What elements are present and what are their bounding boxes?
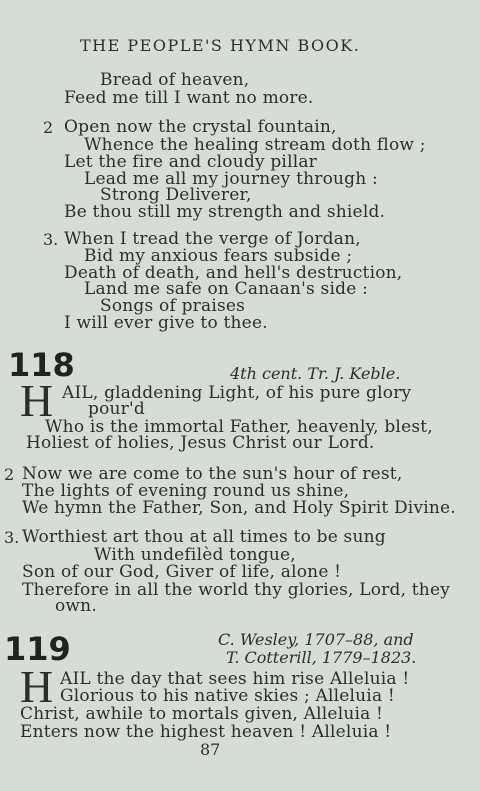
hymn-line: Enters now the highest heaven ! Alleluia ! [20,722,392,742]
hymn-line: Holiest of holies, Jesus Christ our Lord. [26,433,375,453]
page-number: 87 [200,740,221,759]
hymn-number: 118 [8,346,75,384]
hymn-line: When I tread the verge of Jordan, [64,229,361,249]
hymn-line: Whence the healing stream doth flow ; [84,135,426,155]
hymn-line: Land me safe on Canaan's side : [84,279,368,299]
hymn-line: AIL the day that sees him rise Alleluia ! [60,669,410,689]
hymn-line: Let the fire and cloudy pillar [64,152,318,172]
stanza-number: 2 [43,118,54,137]
hymn-line: The lights of evening round us shine, [22,481,350,501]
stanza-number: 3. [43,230,59,249]
hymn-line: AIL, gladdening Light, of his pure glory [62,383,412,403]
drop-cap: H [20,375,54,426]
hymn-line: With undefilèd tongue, [94,545,296,565]
hymn-line: Bid my anxious fears subside ; [84,246,353,266]
hymn-line: Songs of praises [100,296,246,316]
hymn-line: Worthiest art thou at all times to be sung [22,527,386,547]
hymn-line: Now we are come to the sun's hour of rest, [22,464,403,484]
hymn-line: Therefore in all the world thy glories, Lord, they [22,580,451,600]
hymn-line: Christ, awhile to mortals given, Alleluia ! [20,704,384,724]
hymn-line: Son of our God, Giver of life, alone ! [22,562,342,582]
stanza-number: 3. [4,528,20,547]
hymn-line: Death of death, and hell's destruction, [64,263,403,283]
hymn-line: pour'd [88,399,145,419]
hymn-number: 119 [4,630,71,668]
hymn-line: Strong Deliverer, [100,185,252,205]
stanza-number: 2 [4,465,15,484]
hymn-line: Lead me all my journey through : [84,169,378,189]
hymn-line: Be thou still my strength and shield. [64,202,386,222]
hymn-attribution: 4th cent. Tr. J. Keble. [230,364,401,383]
hymn-line: We hymn the Father, Son, and Holy Spirit Divine. [22,498,456,518]
hymn-line: Feed me till I want no more. [64,88,314,108]
page-header: THE PEOPLE'S HYMN BOOK. [80,36,361,55]
hymn-line: Glorious to his native skies ; Alleluia ! [60,686,395,706]
drop-cap: H [20,661,54,712]
hymn-attribution: C. Wesley, 1707–88, and [218,630,414,649]
hymn-line: Open now the crystal fountain, [64,117,337,137]
hymn-line: I will ever give to thee. [64,313,268,333]
hymn-attribution: T. Cotterill, 1779–1823. [226,648,417,667]
hymn-line: Who is the immortal Father, heavenly, blest, [45,417,433,437]
hymn-line: Bread of heaven, [100,70,250,90]
hymn-line: own. [55,596,97,616]
